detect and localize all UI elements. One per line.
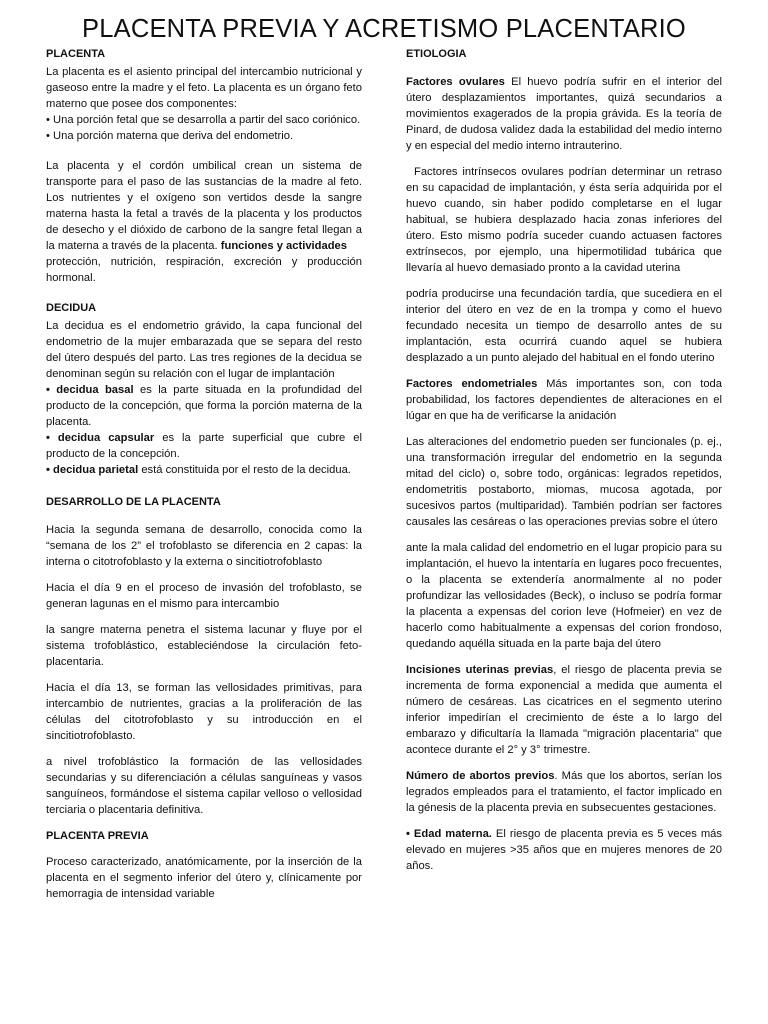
factores-ovulares-label: Factores ovulares xyxy=(406,76,505,88)
numero-abortos-label: Número de abortos previos xyxy=(406,770,555,782)
incisiones-uterinas xyxy=(406,662,722,758)
numero-abortos-text: . Más que los abortos, serían los legrados empleados para el tratamiento, el factor implicado en la génesis de la placenta previa en subsecuentes gestaciones. xyxy=(406,770,722,814)
mala-calidad-endometrio: ante la mala calidad del endometrio en el lugar propicio para su implantación, el huevo la intentaría en lugares poco frecuentes, o la placenta se extendería anormalmente al no poder profundizar las vellosidades (Beck), o incluso se podría formar la placenta a expensas del corion leve (Hofmeier) en vez de hacerlo como habitualmente a expensas del corion frondoso, quedando aquélla situada en la parte baja del útero xyxy=(406,542,722,650)
placenta-previa-p1: Proceso caracterizado, anatómicamente, por la inserción de la placenta en el segmento inferior del útero y, clínicamente por hemorragia de intensidad variable xyxy=(46,856,362,900)
document-title: PLACENTA PREVIA Y ACRETISMO PLACENTARIO xyxy=(82,15,686,43)
placenta-paragraph-transporte xyxy=(46,158,362,254)
decidua-intro: La decidua es el endometrio grávido, la capa funcional del endometrio de la mujer embarazada que se separa del resto del útero después del parto. Las tres regiones de la decidua se denominan según su relación con el lugar de implantación xyxy=(46,320,362,380)
decidua-parietal-label: • decidua parietal xyxy=(46,464,139,476)
factores-endometriales-label: Factores endometriales xyxy=(406,378,538,390)
heading-desarrollo: DESARROLLO DE LA PLACENTA xyxy=(46,496,221,508)
alteraciones-endometrio: Las alteraciones del endometrio pueden ser funcionales (p. ej., una transformación irregular del endometrio en la segunda mitad del ciclo) o, sobre todo, orgánicas: legrados repetidos, endometritis postaborto, miomas, mucosa agotada, por sucesivos partos (multiparidad). También podrían ser factores causales las cesáreas o las operaciones previas sobre el útero xyxy=(406,436,722,528)
funciones-label: funciones y actividades xyxy=(220,240,347,252)
right-column xyxy=(406,46,722,884)
factores-endometriales xyxy=(406,376,722,424)
fecundacion-tardia: podría producirse una fecundación tardía, que sucediera en el interior del útero en vez de en la trompa y como el huevo fecundado necesita un tiempo de desarrollo antes de su implantación, esta ocurrirá cuando aquel se hubiera desplazado a un punto alejado del habitual en el fondo uterino xyxy=(406,288,722,364)
decidua-parietal-text: está constituida por el resto de la decidua. xyxy=(138,464,351,476)
heading-placenta-previa: PLACENTA PREVIA xyxy=(46,830,149,842)
factores-ovulares-text: El huevo podría sufrir en el interior del útero desplazamientos importantes, quizá secundarios a movimientos exagerados de la propia grávida. Es la teoría de Pinard, de dudosa validez dada la estabilidad del medio interno y en especial del medio interno intrauterino. xyxy=(406,76,723,152)
heading-decidua: DECIDUA xyxy=(46,302,97,314)
decidua-capsular xyxy=(46,430,362,462)
funciones-text: protección, nutrición, respiración, excreción y producción hormonal. xyxy=(46,256,362,284)
numero-abortos xyxy=(406,768,722,816)
incisiones-uterinas-text: , el riesgo de placenta previa se incrementa de forma exponencial a medida que aumenta el número de cesáreas. Las cicatrices en el segmento uterino inferior impedirían el crecimiento de éste a lo largo del embarazo y dificultaría la llamada "migración placentaria" que acontece durante el 2° y 3° trimestre. xyxy=(406,664,722,756)
decidua-basal-label: • decidua basal xyxy=(46,384,134,396)
edad-materna xyxy=(406,826,722,874)
placenta-bullet-fetal: • Una porción fetal que se desarrolla a partir del saco coriónico. xyxy=(46,114,361,126)
placenta-transporte-text: La placenta y el cordón umbilical crean un sistema de transporte para el paso de las sustancias de la madre al feto. Los nutrientes y el oxígeno son vertidos desde la sangre materna hasta la fetal a través de la placenta y los productos de desecho y el dióxido de carbono de la sangre fetal llegan a la materna a través de la placenta. xyxy=(46,160,362,252)
decidua-parietal xyxy=(46,462,362,478)
decidua-basal-text: es la parte situada en la profundidad del producto de la concepción, que forma la porción materna de la placenta. xyxy=(46,384,362,428)
desarrollo-p3: la sangre materna penetra el sistema lacunar y fluye por el sistema trofoblástico, estableciéndose la circulación feto-placentaria. xyxy=(46,624,362,668)
placenta-intro: La placenta es el asiento principal del intercambio nutricional y gaseoso entre la madre y el feto. La placenta es un órgano feto materno que posee dos componentes: xyxy=(46,66,362,110)
decidua-capsular-text: es la parte superficial que cubre el producto de la concepción. xyxy=(46,432,362,460)
factores-ovulares xyxy=(406,74,722,154)
incisiones-uterinas-label: Incisiones uterinas previas xyxy=(406,664,554,676)
heading-placenta: PLACENTA xyxy=(46,48,106,60)
desarrollo-p4: Hacia el día 13, se forman las vellosidades primitivas, para intercambio de nutrientes, gracias a la proliferación de las células del citotrofoblasto y su introducción en el sincitiotrofoblasto. xyxy=(46,682,362,742)
edad-materna-label: • Edad materna. xyxy=(406,828,492,840)
factores-endometriales-text: Más importantes son, con toda probabilidad, los factores dependientes de alteraciones en el lúgar en que ha de verificarse la anidación xyxy=(406,378,722,422)
heading-etiologia: ETIOLOGIA xyxy=(406,48,467,60)
edad-materna-text: El riesgo de placenta previa es 5 veces más elevado en mujeres >35 años que en mujeres menores de 20 años. xyxy=(406,828,722,872)
factores-intrinsecos: Factores intrínsecos ovulares podrían determinar un retraso en su capacidad de implantación, y ésta sería adquirida por el huevo cuando, sin haber podido completarse en el lugar habitual, se hubiera desplazado hacia zonas inferiores del útero. Esto mismo podría suceder cuando actuasen factores extrínsecos, por ejemplo, una hipermotilidad tubárica que llevaría al huevo demasiado pronto a la cavidad uterina xyxy=(406,166,722,274)
decidua-basal xyxy=(46,382,362,430)
desarrollo-p1: Hacia la segunda semana de desarrollo, conocida como la “semana de los 2” el trofoblasto se diferencia en 2 capas: la interna o citotrofoblasto y la externa o sincitiotrofoblasto xyxy=(46,524,362,568)
left-column xyxy=(46,46,362,912)
desarrollo-p5: a nivel trofoblástico la formación de las vellosidades secundarias y su diferenciación a células sanguíneas y vasos sanguíneos, formándose el sistema capilar velloso o vellosidad terciaria o placentaria definitiva. xyxy=(46,756,362,816)
decidua-capsular-label: • decidua capsular xyxy=(46,432,155,444)
desarrollo-p2: Hacia el día 9 en el proceso de invasión del trofoblasto, se generan lagunas en el mismo para intercambio xyxy=(46,582,362,610)
placenta-bullet-materna: • Una porción materna que deriva del endometrio. xyxy=(46,130,294,142)
